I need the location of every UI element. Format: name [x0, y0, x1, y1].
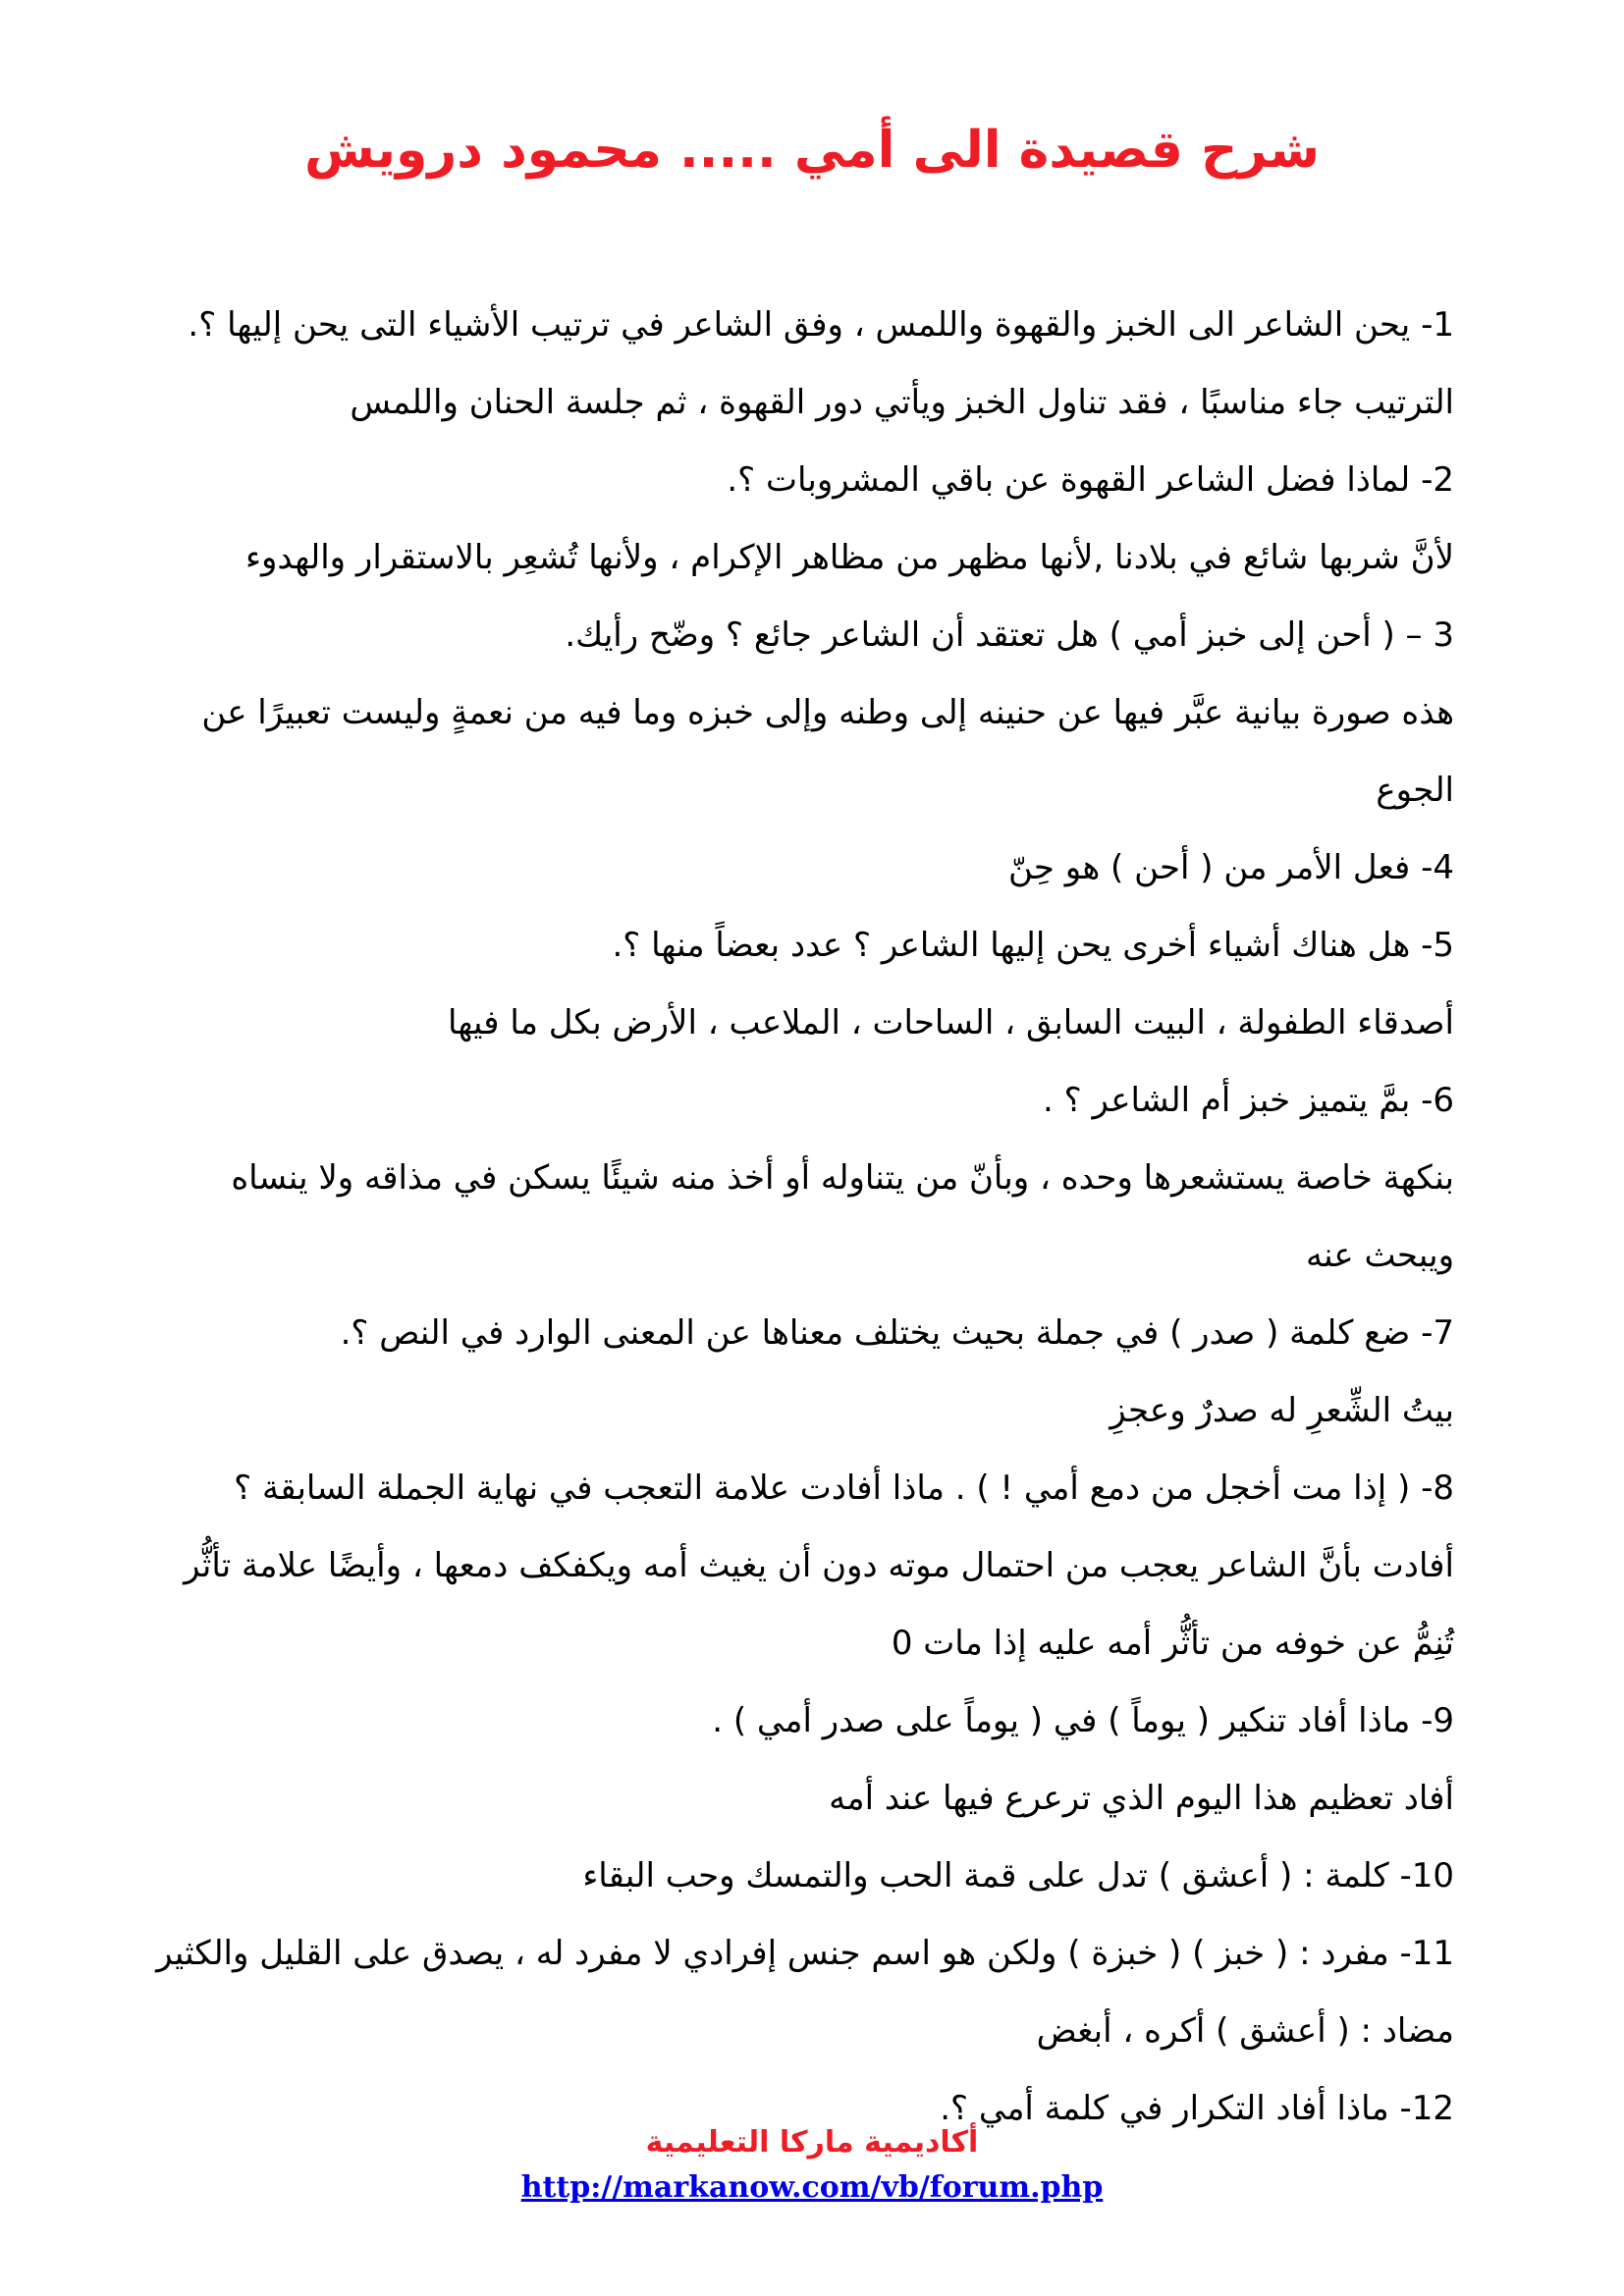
answer-6: بنكهة خاصة يستشعرها وحده ، وبأنّ من يتناوله أو أخذ منه شيئًا يسكن في مذاقه ولا ينساه ويبحث عنه [231, 1158, 1454, 1275]
answer-7: بيتُ الشِّعرِ له صدرٌ وعجزِ [1110, 1391, 1454, 1430]
answer-1: الترتيب جاء مناسبًا ، فقد تناول الخبز ويأتي دور القهوة ، ثم جلسة الحنان واللمس [350, 383, 1454, 422]
question-7: 7- ضع كلمة ( صدر ) في جملة بحيث يختلف معناها عن المعنى الوارد في النص ؟. [340, 1313, 1454, 1353]
answer-9: أفاد تعظيم هذا اليوم الذي ترعرع فيها عند أمه [829, 1779, 1454, 1818]
question-6: 6- بمَّ يتميز خبز أم الشاعر ؟ . [1043, 1081, 1454, 1120]
question-8: 8- ( إذا مت أخجل من دمع أمي ! ) . ماذا أفادت علامة التعجب في نهاية الجملة السابقة ؟ [234, 1468, 1454, 1508]
item-11: 11- مفرد : ( خبز ) ( خبزة ) ولكن هو اسم جنس إفرادي لا مفرد له ، يصدق على القليل والكثير مضاد : ( أعشق ) أكره ، أبغض [156, 1934, 1454, 2051]
question-12: 12- ماذا أفاد التكرار في كلمة أمي ؟. [940, 2089, 1454, 2128]
answer-2: لأنَّ شربها شائع في بلادنا ,لأنها مظهر من مظاهر الإكرام ، ولأنها تُشعِر بالاستقرار والهدوء [244, 538, 1454, 577]
question-9: 9- ماذا أفاد تنكير ( يوماً ) في ( يوماً على صدر أمي ) . [712, 1701, 1454, 1740]
question-5: 5- هل هناك أشياء أخرى يحن إليها الشاعر ؟ عدد بعضاً منها ؟. [612, 926, 1454, 965]
item-10: 10- كلمة : ( أعشق ) تدل على قمة الحب والتمسك وحب البقاء [582, 1856, 1454, 1896]
answer-5: أصدقاء الطفولة ، البيت السابق ، الساحات ، الملاعب ، الأرض بكل ما فيها [448, 1003, 1454, 1042]
page-title: شرح قصيدة الى أمي ..... محمود درويش [304, 121, 1320, 180]
question-3: 3 – ( أحن إلى خبز أمي ) هل تعتقد أن الشاعر جائع ؟ وضّح رأيك. [565, 615, 1454, 655]
document-body [138, 287, 1454, 2148]
footer-academy-name: أكاديمية ماركا التعليمية [645, 2125, 979, 2160]
footer [0, 2120, 1624, 2211]
question-2: 2- لماذا فضل الشاعر القهوة عن باقي المشروبات ؟. [727, 460, 1454, 500]
question-4: 4- فعل الأمر من ( أحن ) هو حِنّ [1008, 848, 1454, 887]
answer-8: أفادت بأنَّ الشاعر يعجب من احتمال موته دون أن يغيث أمه ويكفكف دمعها ، وأيضًا علامة تأثُّر تُنِمُّ عن خوفه من تأثُّر أمه عليه إذا مات 0 [184, 1546, 1454, 1663]
question-1: 1- يحن الشاعر الى الخبز والقهوة واللمس ، وفق الشاعر في ترتيب الأشياء التى يحن إليها ؟. [188, 305, 1454, 345]
answer-3: هذه صورة بيانية عبَّر فيها عن حنينه إلى وطنه وإلى خبزه وما فيه من نعمةٍ وليست تعبيرًا عن الجوع [201, 693, 1454, 810]
footer-forum-link[interactable]: http://markanow.com/vb/forum.php [520, 2170, 1104, 2205]
